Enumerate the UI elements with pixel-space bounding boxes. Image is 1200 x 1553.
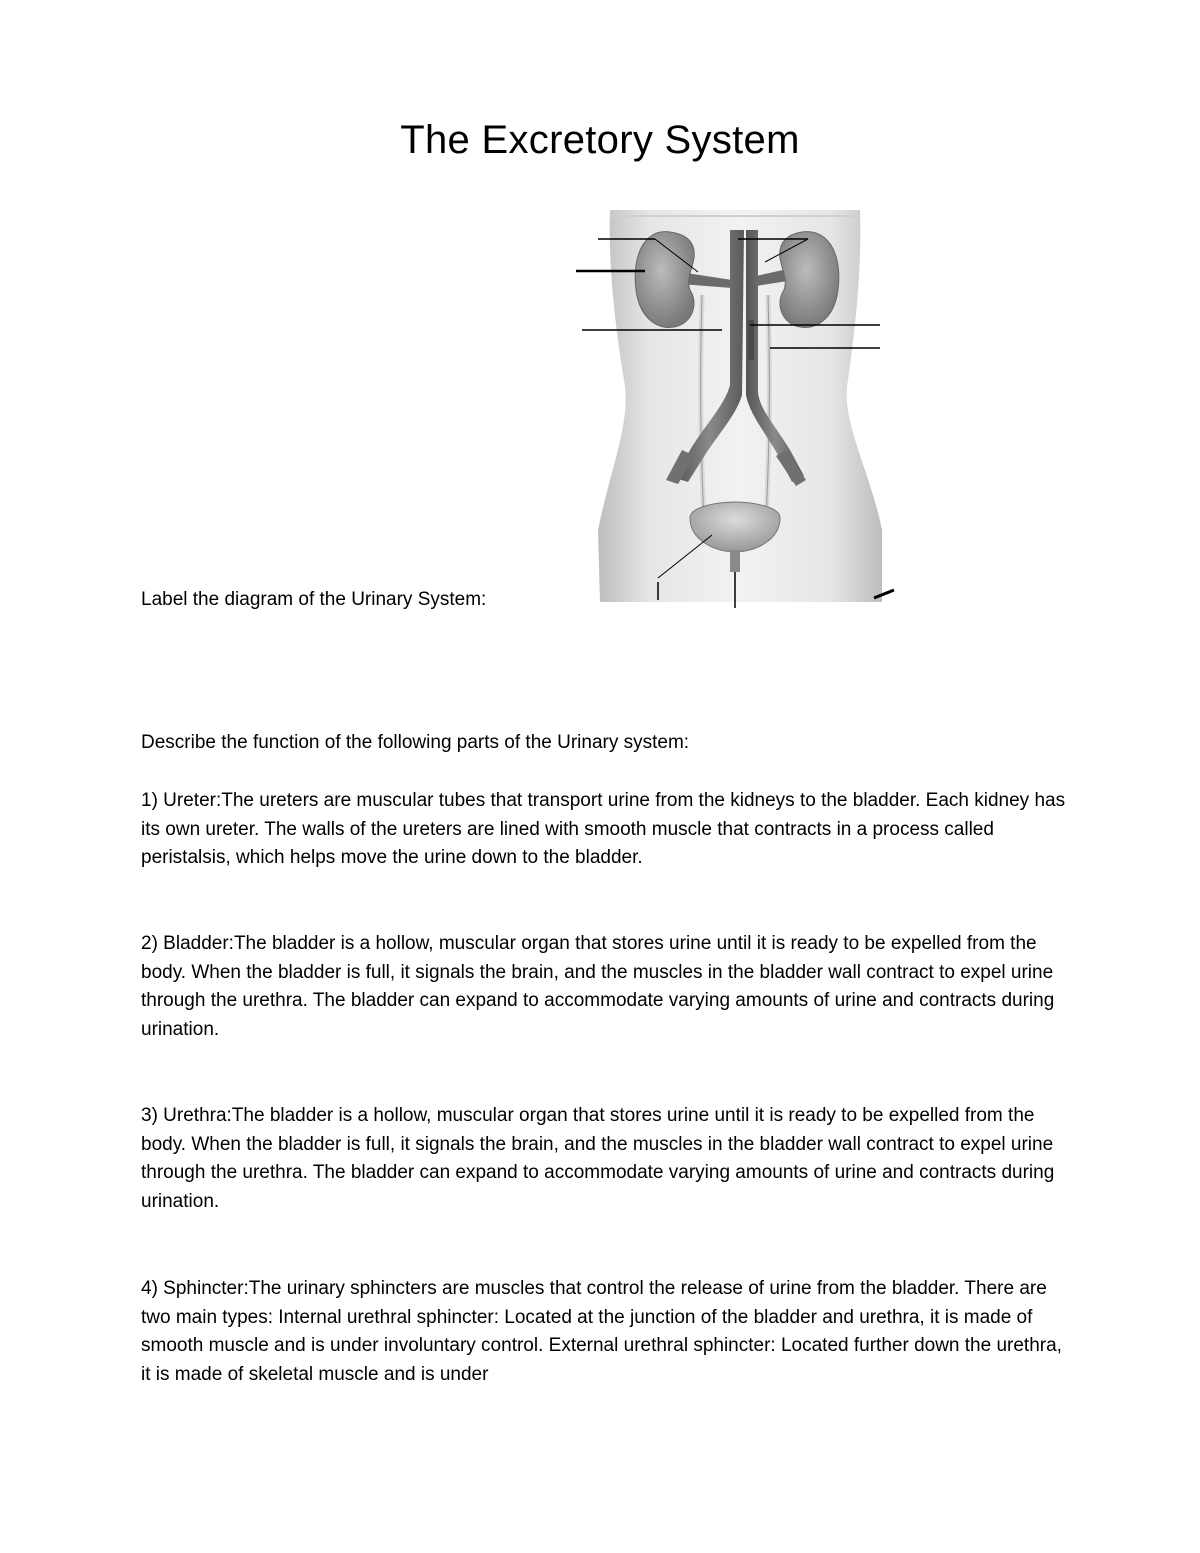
- right-kidney: [780, 232, 839, 328]
- page-title: The Excretory System: [400, 118, 800, 162]
- bladder-answer: 2) Bladder:The bladder is a hollow, muscular organ that stores urine until it is ready to be expelled from the body. When the bladder is full, it signals the brain, and the muscles in the bladder wall contract to expel urine through the urethra. The bladder can expand to accommodate varying amounts of urine and contracts during urination.: [141, 933, 1055, 1040]
- urinary-system-diagram: [570, 210, 900, 610]
- ureter-answer: 1) Ureter:The ureters are muscular tubes that transport urine from the kidneys to the bladder. Each kidney has its own ureter. The walls of the ureters are lined with smooth muscle that contracts in a process called peristalsis, which helps move the urine down to the bladder.: [141, 790, 1066, 869]
- urethra: [730, 550, 740, 572]
- sphincter-answer: 4) Sphincter:The urinary sphincters are muscles that control the release of urine from the bladder. There are two main types: Internal urethral sphincter: Located at the junction of the bladder and urethra, it is made of smooth muscle and is under involuntary control. External urethral sphincter: Located further down the urethra, it is made of skeletal muscle and is under: [141, 1278, 1062, 1385]
- describe-prompt: Describe the function of the following parts of the Urinary system:: [141, 732, 690, 753]
- label-diagram-prompt: Label the diagram of the Urinary System:: [141, 589, 487, 610]
- urethra-answer: 3) Urethra:The bladder is a hollow, muscular organ that stores urine until it is ready to be expelled from the body. When the bladder is full, it signals the brain, and the muscles in the bladder wall contract to expel urine through the urethra. The bladder can expand to accommodate varying amounts of urine and contracts during urination.: [141, 1105, 1055, 1212]
- aorta-highlight: [748, 320, 754, 360]
